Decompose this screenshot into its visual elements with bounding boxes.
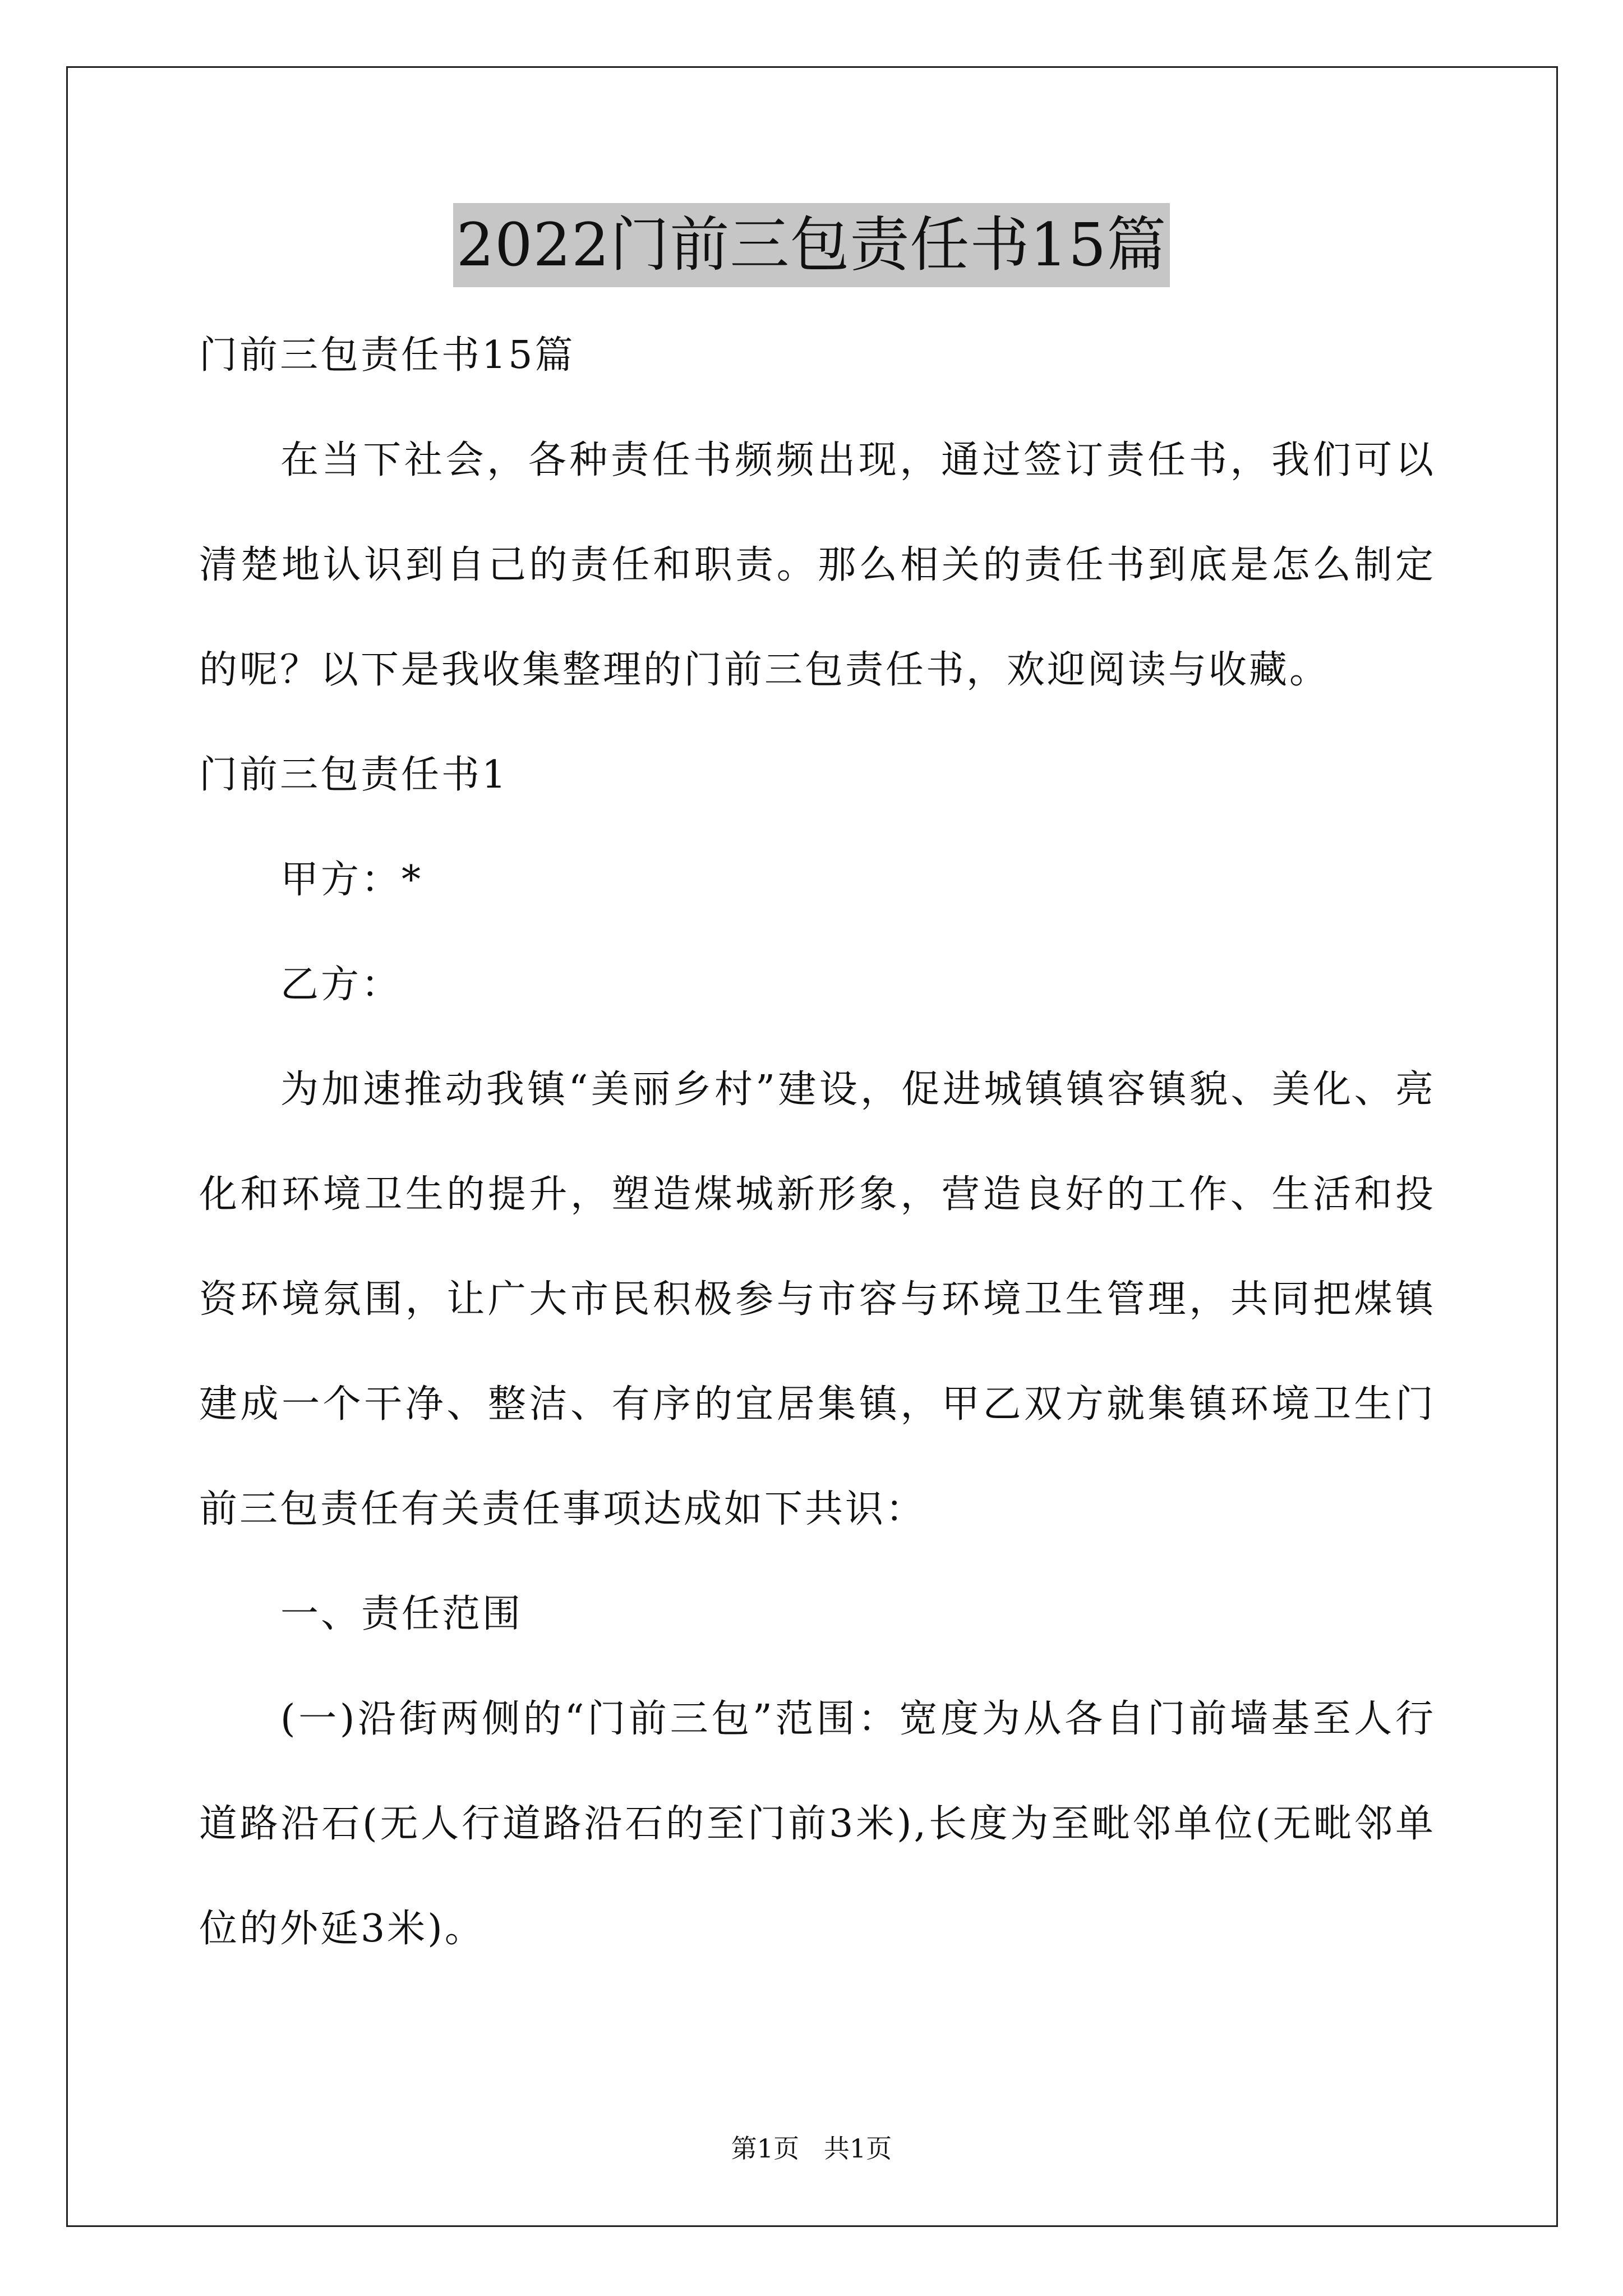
document-body bbox=[199, 303, 1436, 1981]
page-footer: 第1页 共1页 bbox=[731, 2133, 892, 2164]
scope-heading: 一、责任范围 bbox=[280, 1592, 523, 1636]
intro-paragraph: 在当下社会，各种责任书频频出现，通过签订责任书，我们可以清楚地认识到自己的责任和职责。那么相关的责任书到底是怎么制定的呢？以下是我收集整理的门前三包责任书，欢迎阅读与收藏。 bbox=[199, 438, 1436, 692]
scope-item-1: (一)沿街两侧的“门前三包”范围：宽度为从各自门前墙基至人行道路沿石(无人行道路沿石的至门前3米),长度为至毗邻单位(无毗邻单位的外延3米)。 bbox=[199, 1697, 1436, 1951]
party-a: 甲方：* bbox=[280, 858, 423, 902]
subtitle: 门前三包责任书15篇 bbox=[199, 333, 575, 378]
title-wrap bbox=[0, 203, 1623, 287]
section-heading: 门前三包责任书1 bbox=[199, 753, 509, 797]
purpose-paragraph: 为加速推动我镇“美丽乡村”建设，促进城镇镇容镇貌、美化、亮化和环境卫生的提升，塑造煤城新形象，营造良好的工作、生活和投资环境氛围，让广大市民积极参与市容与环境卫生管理，共同把煤镇建成一个干净、整洁、有序的宜居集镇，甲乙双方就集镇环境卫生门前三包责任有关责任事项达成如下共识： bbox=[199, 1068, 1436, 1531]
party-b: 乙方： bbox=[280, 963, 402, 1007]
document-title: 2022门前三包责任书15篇 bbox=[453, 203, 1170, 287]
